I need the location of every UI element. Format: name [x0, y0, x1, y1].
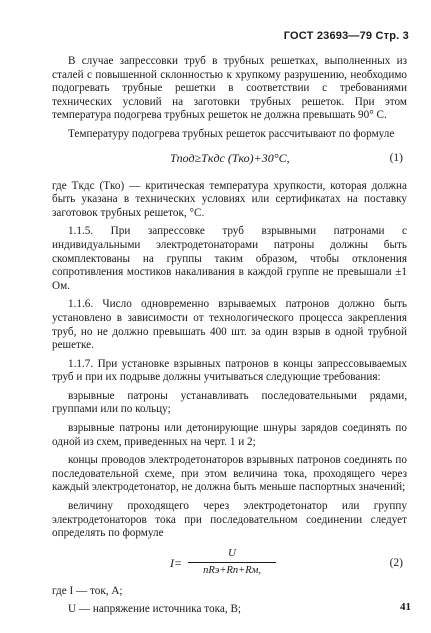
page-number: 41 — [400, 601, 411, 613]
page-header: ГОСТ 23693—79 Стр. 3 — [283, 30, 409, 42]
paragraph: величину проходящего через электродетонатор или группу электродетонаторов тока при последовательном соединении следует определять по формуле — [52, 500, 407, 540]
formula-2-denominator: nRэ+Rп+Rм, — [203, 564, 261, 576]
formula-1-expression: Tпод≥Tкдс (Tко)+30°С, — [170, 150, 290, 165]
paragraph: 1.1.7. При установке взрывных патронов в концы запрессовываемых труб и при их подрыве должны учитываться следующие требования: — [52, 357, 407, 384]
paragraph: взрывные патроны или детонирующие шнуры зарядов соединять по одной из схем, приведенных на черт. 1 и 2; — [52, 422, 407, 448]
formula-2-number: (2) — [389, 556, 403, 569]
paragraph: взрывные патроны устанавливать последовательными рядами, группами или по кольцу; — [52, 389, 407, 416]
paragraph: концы проводов электродетонаторов взрывных патронов соединять по последовательной схеме, при этом величина тока, проходящего через каждый электродетонатор, не должна быть меньше паспортных значений; — [52, 454, 407, 494]
paragraph: 1.1.6. Число одновременно взрываемых патронов должно быть установлено в зависимости от технологического процесса закрепления труб, но не должно превышать 400 шт. за один взрыв в одной трубной решетке. — [52, 298, 407, 352]
fraction-bar — [188, 562, 276, 563]
formula-2-fraction — [188, 547, 276, 578]
formula-1 — [52, 150, 407, 170]
paragraph: где I — ток, А; — [52, 584, 123, 597]
paragraph: В случае запрессовки труб в трубных решетках, выполненных из сталей с повышенной склонностью к хрупкому разрушению, необходимо подогревать трубные решетки в соответствии с требованиями технических условий на заготовки трубных решеток. При этом температура подогрева трубных решеток не должна превышать 90° С. — [52, 55, 407, 122]
paragraph: U — напряжение источника тока, В; — [68, 603, 242, 616]
document-body — [52, 55, 407, 617]
paragraph: Температуру подогрева трубных решеток рассчитывают по формуле — [68, 127, 395, 140]
paragraph: 1.1.5. При запрессовке труб взрывными патронами с индивидуальными электродетонаторами патроны должны быть скомплектованы на группы таким образом, чтобы отклонения сопротивления мостиков накаливания в каждой группе не превышали ±1 Ом. — [52, 225, 407, 292]
formula-2-numerator: U — [228, 546, 236, 559]
formula-2-lhs: I= — [170, 555, 183, 570]
paragraph: где Tкдс (Tко) — критическая температура хрупкости, которая должна быть указана в технических условиях или сертификатах на поставку заготовок трубных решеток, °С. — [52, 179, 407, 219]
formula-1-number: (1) — [389, 151, 403, 164]
formula-2 — [52, 547, 407, 581]
